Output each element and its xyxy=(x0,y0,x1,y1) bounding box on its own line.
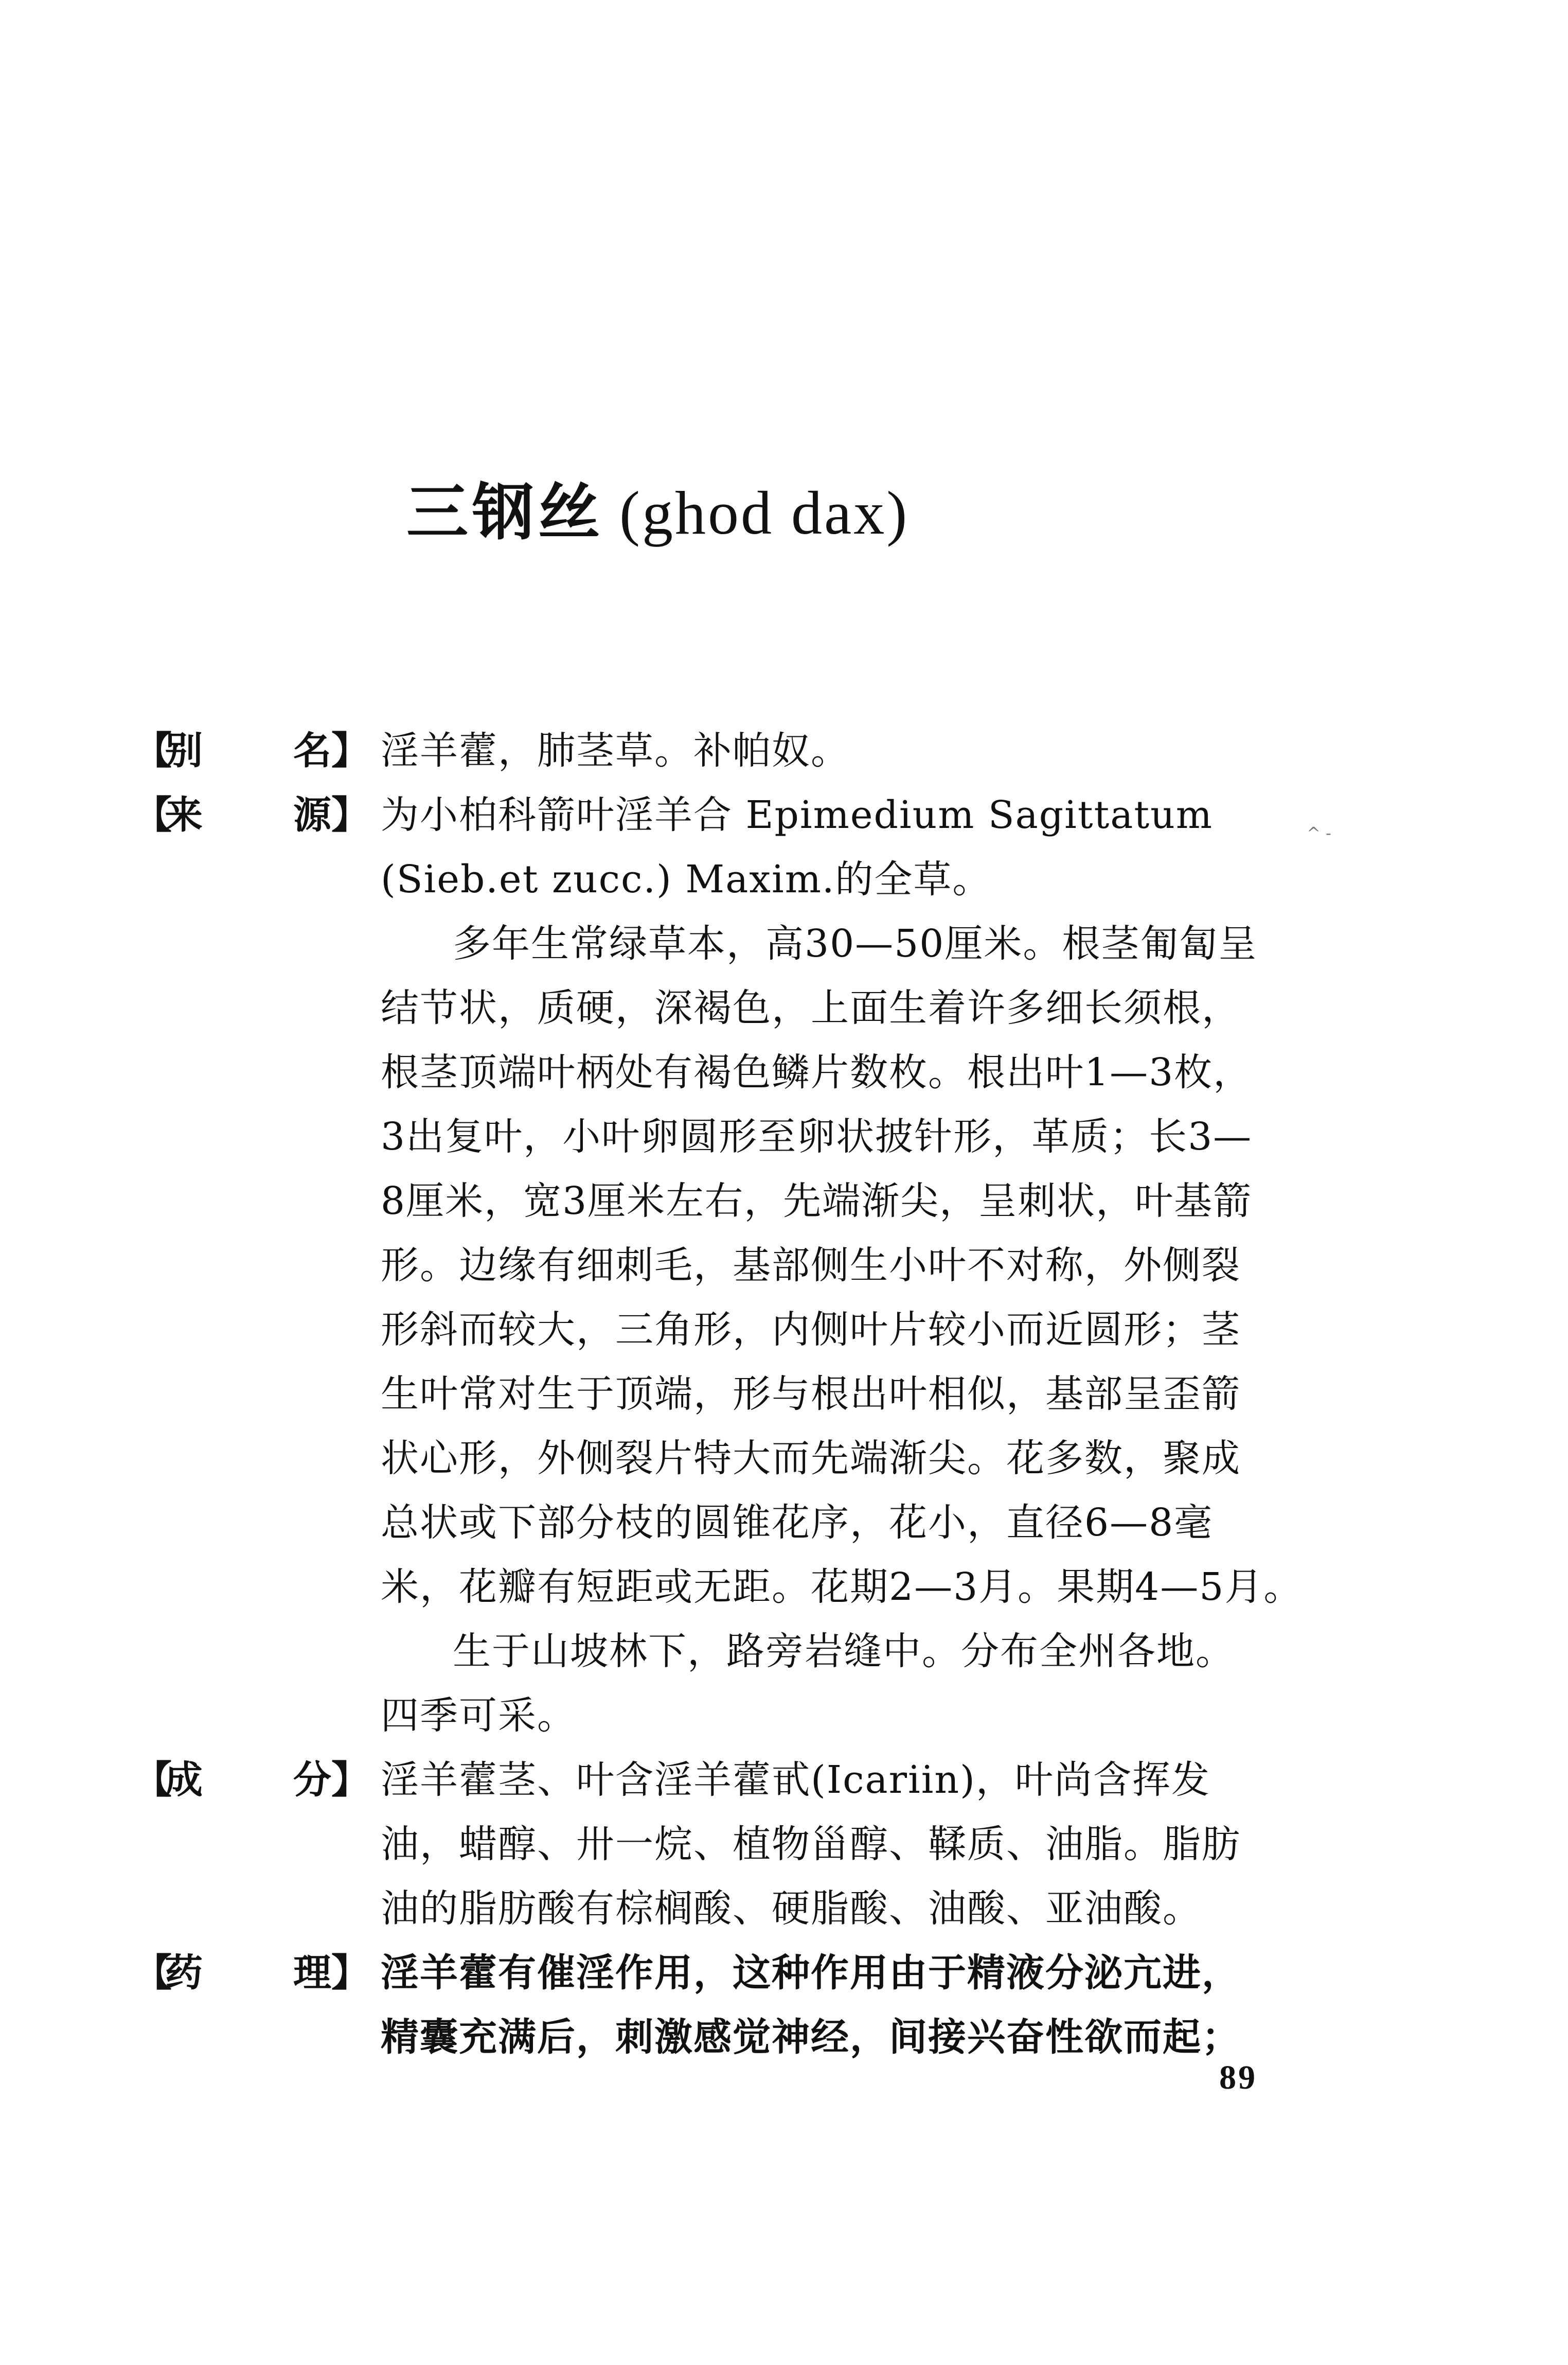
label-alias xyxy=(134,720,369,775)
source-line: 8厘米，宽3厘米左右，先端渐尖，呈刺状，叶基箭 xyxy=(381,1179,1253,1223)
source-line: 米，花瓣有短距或无距。花期2—3月。果期4—5月。 xyxy=(381,1565,1303,1609)
source-line: (Sieb.et zucc.) Maxim.的全草。 xyxy=(381,857,992,902)
label-close-bracket: 】 xyxy=(331,1951,369,1995)
label-pharmacology-char2: 理 xyxy=(293,1951,331,1995)
source-line: 四季可采。 xyxy=(381,1693,576,1738)
source-line: 为小柏科箭叶淫羊合 Epimedium Sagittatum xyxy=(381,793,1213,837)
label-pharmacology-char1: 药 xyxy=(165,1951,203,1995)
label-composition xyxy=(134,1750,369,1804)
label-pharmacology xyxy=(134,1943,369,1997)
label-source-char2: 源 xyxy=(293,793,331,837)
source-line: 生叶常对生于顶端，形与根出叶相似，基部呈歪箭 xyxy=(381,1372,1241,1416)
page-title xyxy=(406,463,909,552)
source-line: 形斜而较大，三角形，内侧叶片较小而近圆形；茎 xyxy=(381,1308,1241,1352)
source-line: 总状或下部分枝的圆锥花序，花小，直径6—8毫 xyxy=(381,1501,1214,1545)
source-line: 生于山坡林下，路旁岩缝中。分布全州各地。 xyxy=(453,1629,1235,1673)
pharmacology-line: 淫羊藿有催淫作用，这种作用由于精液分泌亢进， xyxy=(381,1951,1241,1995)
composition-line: 油的脂肪酸有棕榈酸、硬脂酸、油酸、亚油酸。 xyxy=(381,1886,1202,1931)
title-romanized: (ghod dax) xyxy=(619,479,910,547)
pharmacology-line: 精囊充满后，刺激感觉神经，间接兴奋性欲而起； xyxy=(381,2015,1241,2059)
page-number: 89 xyxy=(1219,2059,1257,2096)
label-composition-char1: 成 xyxy=(165,1758,203,1802)
composition-line: 淫羊藿茎、叶含淫羊藿甙(Icariin)，叶尚含挥发 xyxy=(381,1758,1210,1802)
label-source-char1: 来 xyxy=(165,793,203,837)
source-line: 状心形，外侧裂片特大而先端渐尖。花多数，聚成 xyxy=(381,1436,1241,1480)
composition-line: 油，蜡醇、卅一烷、植物甾醇、鞣质、油脂。脂肪 xyxy=(381,1822,1241,1866)
title-chinese: 三钢丝 xyxy=(406,477,604,549)
label-close-bracket: 】 xyxy=(331,1758,369,1802)
source-line: 3出复叶，小叶卵圆形至卵状披针形，革质；长3— xyxy=(381,1115,1253,1159)
label-open-bracket: 【 xyxy=(134,793,172,837)
label-source xyxy=(134,785,369,839)
source-line: 形。边缘有细刺毛，基部侧生小叶不对称，外侧裂 xyxy=(381,1243,1241,1287)
label-composition-char2: 分 xyxy=(293,1758,331,1802)
source-line: 多年生常绿草本，高30—50厘米。根茎匍匐呈 xyxy=(453,922,1258,966)
label-open-bracket: 【 xyxy=(134,729,172,773)
label-close-bracket: 】 xyxy=(331,793,369,837)
print-speck: ^ - xyxy=(1307,823,1331,843)
label-alias-char1: 别 xyxy=(165,729,203,773)
source-line: 结节状，质硬，深褐色，上面生着许多细长须根， xyxy=(381,986,1241,1030)
label-open-bracket: 【 xyxy=(134,1951,172,1995)
alias-line: 淫羊藿，肺茎草。补帕奴。 xyxy=(381,729,850,773)
label-open-bracket: 【 xyxy=(134,1758,172,1802)
source-line: 根茎顶端叶柄处有褐色鳞片数枚。根出叶1—3枚， xyxy=(381,1050,1253,1095)
label-close-bracket: 】 xyxy=(331,729,369,773)
label-alias-char2: 名 xyxy=(293,729,331,773)
